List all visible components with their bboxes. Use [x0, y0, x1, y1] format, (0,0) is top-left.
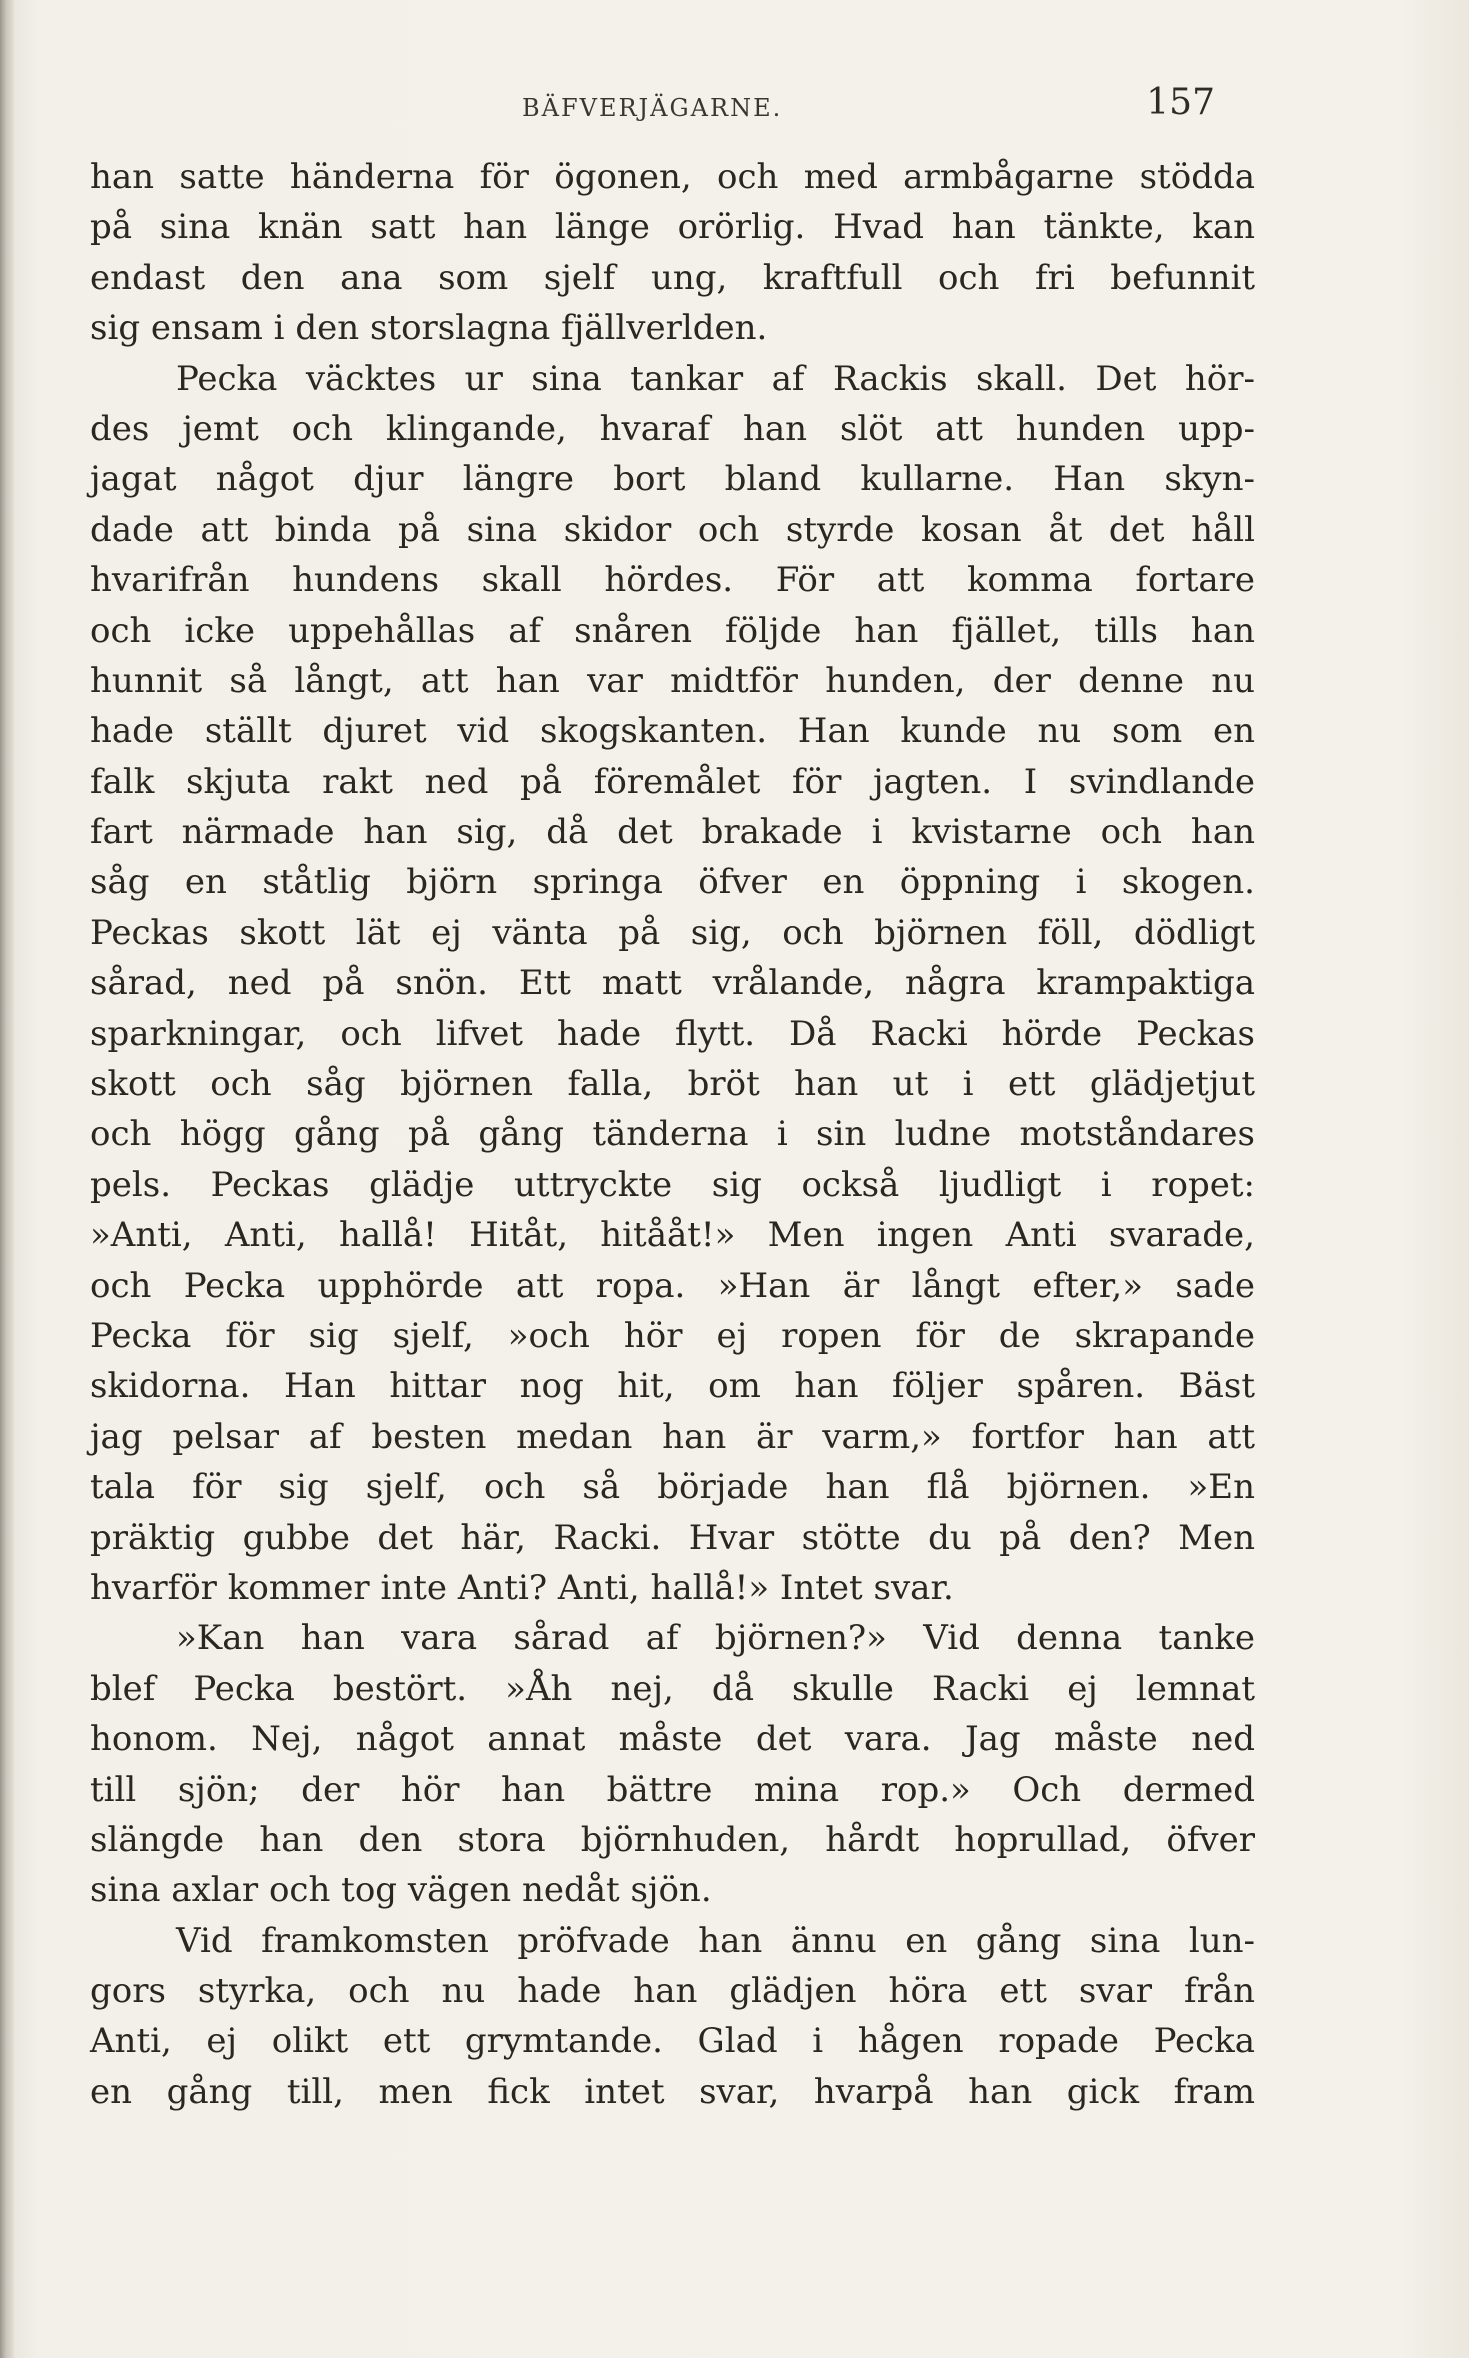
binding-edge	[0, 0, 14, 2358]
text-line: Vid framkomsten pröfvade han ännu en gång sina lun-	[176, 1920, 1255, 1961]
text-line: på sina knän satt han länge orörlig. Hvad han tänkte, kan	[90, 207, 1255, 248]
page-header	[90, 82, 1255, 132]
text-line: »Anti, Anti, hallå! Hitåt, hitååt!» Men ingen Anti svarade,	[90, 1215, 1255, 1256]
text-line: jag pelsar af besten medan han är varm,» fortfor han att	[90, 1416, 1255, 1457]
text-line: slängde han den stora björnhuden, hårdt hoprullad, öfver	[90, 1819, 1255, 1860]
text-line: endast den ana som sjelf ung, kraftfull och fri befunnit	[90, 257, 1255, 298]
text-line: dade att binda på sina skidor och styrde kosan åt det håll	[90, 509, 1255, 550]
text-line: gors styrka, och nu hade han glädjen höra ett svar från	[90, 1971, 1255, 2012]
text-line: en gång till, men fick intet svar, hvarpå han gick fram	[90, 2071, 1255, 2112]
text-line: sig ensam i den storslagna fjällverlden.	[90, 308, 768, 349]
text-line: sårad, ned på snön. Ett matt vrålande, några krampaktiga	[90, 963, 1255, 1004]
text-line: hunnit så långt, att han var midtför hunden, der denne nu	[90, 660, 1255, 701]
text-line: och högg gång på gång tänderna i sin ludne motståndares	[90, 1114, 1255, 1155]
text-line: jagat något djur längre bort bland kullarne. Han skyn-	[90, 459, 1255, 500]
text-line: »Kan han vara sårad af björnen?» Vid denna tanke	[176, 1618, 1255, 1659]
text-line: pels. Peckas glädje uttryckte sig också ljudligt i ropet:	[90, 1164, 1255, 1205]
text-line: sparkningar, och lifvet hade flytt. Då Racki hörde Peckas	[90, 1013, 1255, 1054]
running-title: BÄFVERJÄGARNE.	[522, 94, 783, 122]
text-line: falk skjuta rakt ned på föremålet för jagten. I svindlande	[90, 761, 1255, 802]
page-number: 157	[1146, 82, 1215, 123]
text-line: såg en ståtlig björn springa öfver en öppning i skogen.	[90, 862, 1255, 903]
text-line: Anti, ej olikt ett grymtande. Glad i hågen ropade Pecka	[90, 2021, 1255, 2062]
text-line: blef Pecka bestört. »Åh nej, då skulle Racki ej lemnat	[90, 1668, 1255, 1709]
text-line: tala för sig sjelf, och så började han flå björnen. »En	[90, 1467, 1255, 1508]
text-line: och icke uppehållas af snåren följde han fjället, tills han	[90, 610, 1255, 651]
body-text	[90, 152, 1255, 2117]
text-line: präktig gubbe det här, Racki. Hvar stötte du på den? Men	[90, 1517, 1255, 1558]
text-line: han satte händerna för ögonen, och med armbågarne stödda	[90, 157, 1255, 197]
text-line: hvarför kommer inte Anti? Anti, hallå!» Intet svar.	[90, 1567, 954, 1608]
text-line: Pecka för sig sjelf, »och hör ej ropen för de skrapande	[90, 1315, 1255, 1356]
text-line: Pecka väcktes ur sina tankar af Rackis skall. Det hör-	[176, 358, 1255, 399]
text-line: hade ställt djuret vid skogskanten. Han kunde nu som en	[90, 711, 1255, 752]
text-line: hvarifrån hundens skall hördes. För att komma fortare	[90, 560, 1255, 601]
text-line: honom. Nej, något annat måste det vara. Jag måste ned	[90, 1719, 1255, 1760]
text-line: skidorna. Han hittar nog hit, om han följer spåren. Bäst	[90, 1366, 1255, 1407]
text-line: till sjön; der hör han bättre mina rop.» Och dermed	[90, 1769, 1255, 1810]
text-line: och Pecka upphörde att ropa. »Han är långt efter,» sade	[90, 1265, 1255, 1306]
text-line: fart närmade han sig, då det brakade i kvistarne och han	[90, 812, 1255, 853]
text-line: sina axlar och tog vägen nedåt sjön.	[90, 1870, 712, 1911]
text-line: skott och såg björnen falla, bröt han ut i ett glädjetjut	[90, 1064, 1255, 1105]
text-line: Peckas skott lät ej vänta på sig, och björnen föll, dödligt	[90, 912, 1255, 953]
text-line: des jemt och klingande, hvaraf han slöt att hunden upp-	[90, 408, 1255, 449]
